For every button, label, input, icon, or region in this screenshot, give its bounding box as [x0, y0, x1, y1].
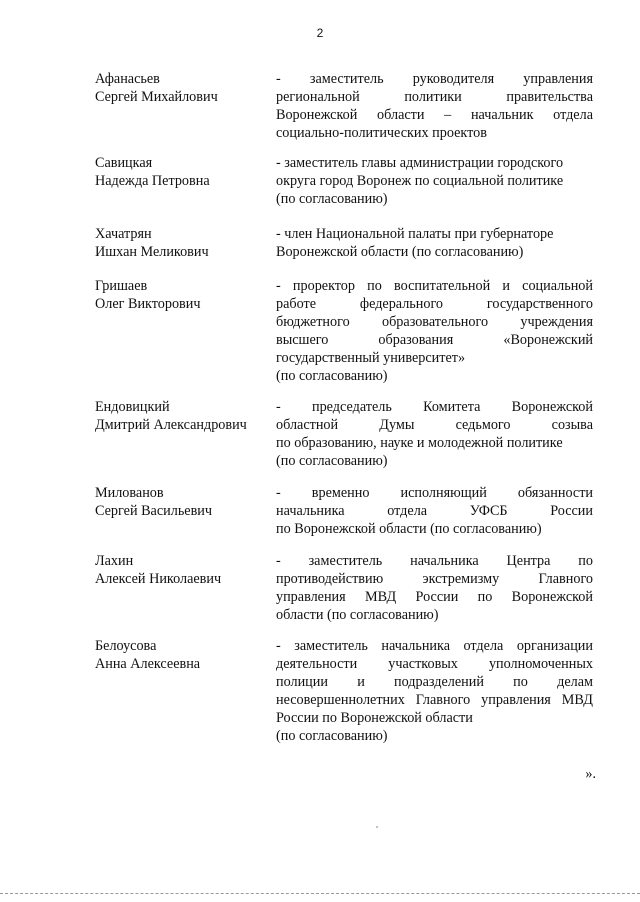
member-name — [95, 637, 275, 673]
member-name — [95, 552, 275, 588]
position-line: областной Думы седьмого созыва — [276, 417, 593, 433]
member-surname: Афанасьев — [95, 71, 160, 87]
member-position — [276, 398, 593, 470]
member-surname: Савицкая — [95, 155, 153, 171]
position-line: по Воронежской области (по согласованию) — [276, 521, 542, 537]
position-line: - проректор по воспитательной и социальной — [276, 278, 593, 294]
position-line: (по согласованию) — [276, 453, 388, 469]
member-surname: Милованов — [95, 485, 164, 501]
member-given-names: Олег Викторович — [95, 296, 201, 312]
position-line: начальника отдела УФСБ России — [276, 503, 593, 519]
member-given-names: Ишхан Меликович — [95, 244, 209, 260]
position-line: Воронежской области (по согласованию) — [276, 244, 524, 260]
position-line: - заместитель руководителя управления — [276, 71, 593, 87]
member-position — [276, 484, 593, 538]
position-line: - временно исполняющий обязанности — [276, 485, 593, 501]
member-name — [95, 70, 275, 106]
member-position — [276, 154, 593, 208]
position-line: противодействию экстремизму Главного — [276, 571, 593, 587]
position-line: - заместитель начальника отдела организации — [276, 638, 593, 654]
position-line: управления МВД России по Воронежской — [276, 589, 593, 605]
position-line: - член Национальной палаты при губернаторе — [276, 226, 554, 242]
member-name — [95, 154, 275, 190]
member-position — [276, 70, 593, 142]
position-line: - заместитель главы администрации городского — [276, 155, 564, 171]
position-line: (по согласованию) — [276, 728, 388, 744]
position-line: государственный университет» — [276, 350, 466, 366]
member-name — [95, 225, 275, 261]
position-line: области (по согласованию) — [276, 607, 439, 623]
position-line: - заместитель начальника Центра по — [276, 553, 593, 569]
member-name — [95, 277, 275, 313]
position-line: - председатель Комитета Воронежской — [276, 399, 593, 415]
member-position — [276, 277, 593, 385]
position-line: работе федерального государственного — [276, 296, 593, 312]
position-line: социально-политических проектов — [276, 125, 487, 141]
position-line: России по Воронежской области — [276, 710, 473, 726]
position-line: региональной политики правительства — [276, 89, 593, 105]
position-line: округа город Воронеж по социальной политике — [276, 173, 564, 189]
position-line: полиции и подразделений по делам — [276, 674, 593, 690]
position-line: Воронежской области – начальник отдела — [276, 107, 593, 123]
position-line: (по согласованию) — [276, 368, 388, 384]
member-given-names: Сергей Васильевич — [95, 503, 213, 519]
member-given-names: Алексей Николаевич — [95, 571, 222, 587]
member-surname: Хачатрян — [95, 226, 152, 242]
position-line: бюджетного образовательного учреждения — [276, 314, 593, 330]
position-line: (по согласованию) — [276, 191, 388, 207]
member-given-names: Дмитрий Александрович — [95, 417, 247, 433]
member-surname: Белоусова — [95, 638, 157, 654]
member-position — [276, 552, 593, 624]
closing-quote: ». — [585, 766, 596, 782]
scan-speck — [376, 826, 378, 828]
member-surname: Лахин — [95, 553, 134, 569]
position-line: высшего образования «Воронежский — [276, 332, 593, 348]
member-name — [95, 398, 275, 434]
member-surname: Гришаев — [95, 278, 148, 294]
scan-edge-line — [0, 893, 640, 894]
page-number: 2 — [316, 26, 324, 40]
position-line: несовершеннолетних Главного управления МВД — [276, 692, 593, 708]
member-given-names: Анна Алексеевна — [95, 656, 201, 672]
member-position — [276, 637, 593, 745]
member-surname: Ендовицкий — [95, 399, 170, 415]
member-name — [95, 484, 275, 520]
position-line: деятельности участковых уполномоченных — [276, 656, 593, 672]
member-given-names: Надежда Петровна — [95, 173, 210, 189]
member-given-names: Сергей Михайлович — [95, 89, 218, 105]
member-position — [276, 225, 593, 261]
position-line: по образованию, науке и молодежной политике — [276, 435, 563, 451]
